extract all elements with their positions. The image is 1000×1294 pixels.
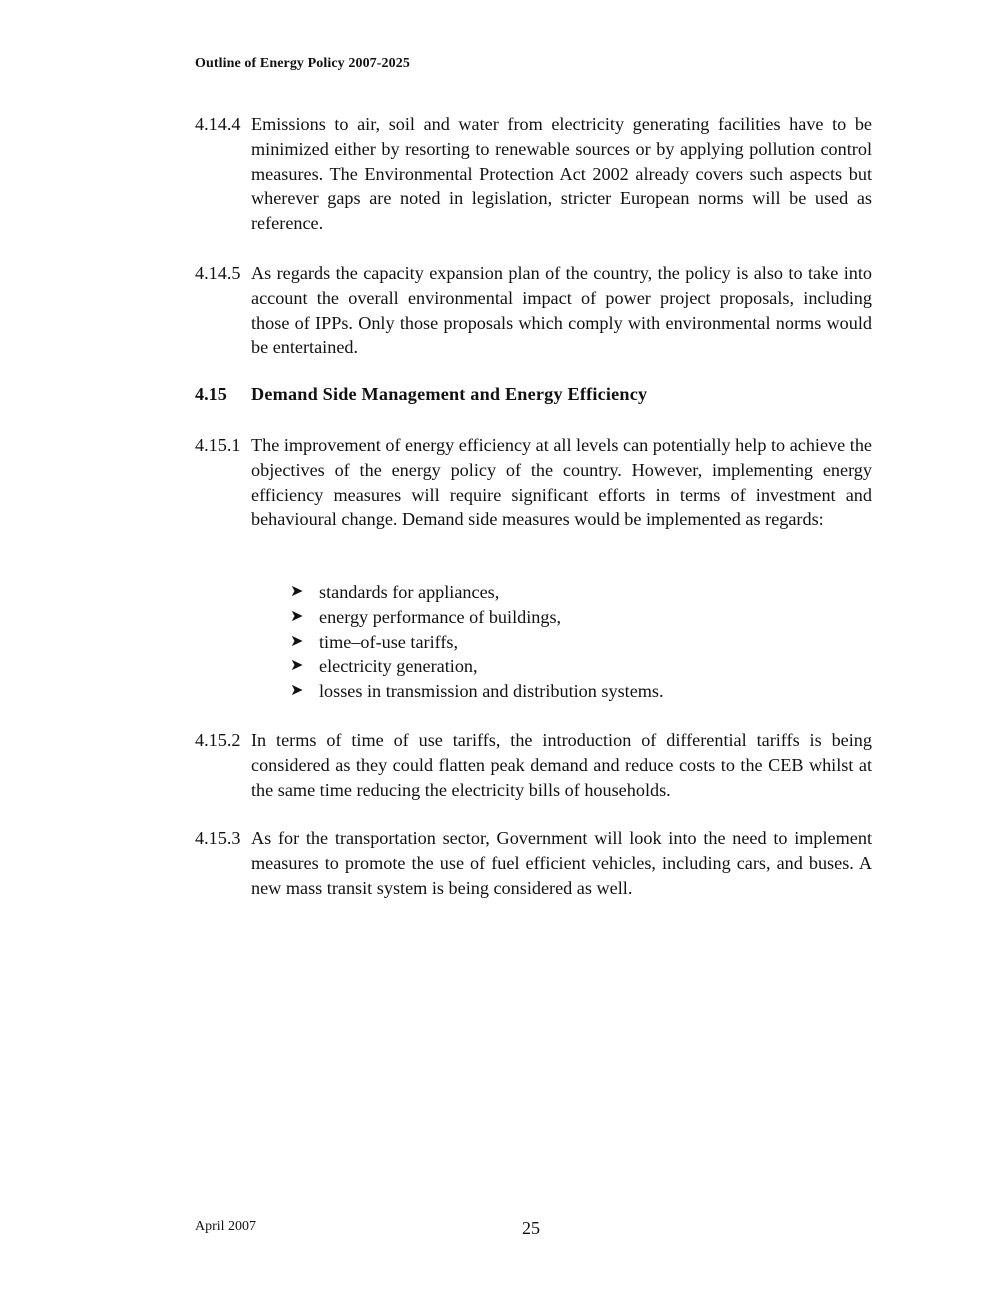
arrowhead-bullet-icon: ➤ [290, 632, 304, 650]
arrowhead-bullet-icon: ➤ [290, 607, 304, 625]
list-item: ➤ standards for appliances, [290, 580, 664, 605]
clause-text: As regards the capacity expansion plan of the country, the policy is also to take into account the overall environmental impact of power project proposals, including those of IPPs. Only those proposals which comply with environmental norms would be entertained. [251, 263, 872, 358]
clause-4-14-4 [195, 112, 872, 236]
clause-4-15-3 [195, 826, 872, 900]
clause-text: As for the transportation sector, Government will look into the need to implement measures to promote the use of fuel efficient vehicles, including cars, and buses. A new mass transit system is being considered as well. [251, 828, 872, 898]
clause-number: 4.15.3 [195, 828, 241, 848]
page-header: Outline of Energy Policy 2007-2025 [195, 56, 410, 71]
clause-number: 4.15.2 [195, 730, 241, 750]
bullet-list [290, 580, 664, 704]
arrowhead-bullet-icon: ➤ [290, 657, 304, 675]
clause-4-15-2 [195, 728, 872, 802]
arrowhead-bullet-icon: ➤ [290, 583, 304, 600]
clause-text: The improvement of energy efficiency at all levels can potentially help to achieve the objectives of the energy policy of the country. However, implementing energy efficiency measures will require significant efforts in terms of investment and behavioural change. Demand side measures would be implemented as regards: [251, 435, 872, 530]
clause-text: In terms of time of use tariffs, the introduction of differential tariffs is being considered as they could flatten peak demand and reduce costs to the CEB whilst at the same time reducing the electricity bills of households. [251, 730, 872, 800]
clause-4-15-1 [195, 433, 872, 532]
list-item: ➤ electricity generation, [290, 654, 664, 679]
page-number: 25 [522, 1218, 540, 1238]
clause-text: Emissions to air, soil and water from electricity generating facilities have to be minimized either by resorting to renewable sources or by applying pollution control measures. The Environmental Protection Act 2002 already covers such aspects but wherever gaps are noted in legislation, stricter European norms will be used as reference. [251, 114, 872, 234]
list-item: ➤ losses in transmission and distribution systems. [290, 679, 664, 704]
clause-4-14-5 [195, 261, 872, 360]
clause-number: 4.14.5 [195, 263, 241, 283]
section-number: 4.15 [195, 384, 227, 404]
footer-date: April 2007 [195, 1219, 257, 1234]
list-item: ➤ time–of-use tariffs, [290, 630, 664, 655]
list-item: ➤ energy performance of buildings, [290, 605, 664, 630]
arrowhead-bullet-icon: ➤ [290, 682, 304, 700]
clause-number: 4.14.4 [195, 114, 241, 134]
section-title: Demand Side Management and Energy Efficiency [251, 384, 648, 404]
clause-number: 4.15.1 [195, 435, 241, 455]
